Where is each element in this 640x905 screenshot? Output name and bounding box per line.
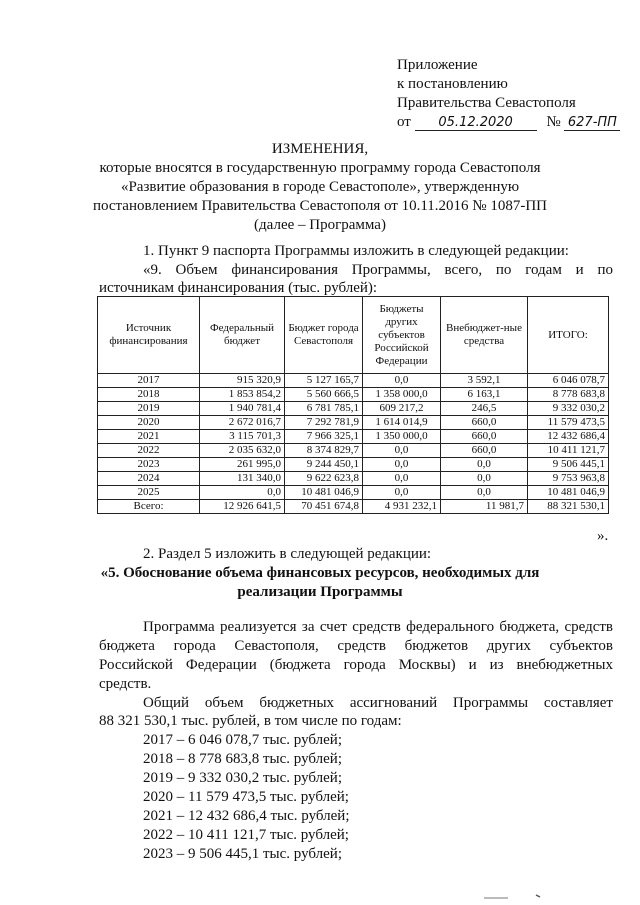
cell-value: 9 622 623,8 bbox=[285, 472, 363, 486]
cell-year: 2022 bbox=[98, 444, 200, 458]
cell-value: 0,0 bbox=[363, 458, 441, 472]
number-handwritten: 627-ПП bbox=[564, 115, 620, 131]
cell-value: 7 292 781,9 bbox=[285, 416, 363, 430]
cell-value: 915 320,9 bbox=[200, 374, 285, 388]
appendix-line-2: к постановлению bbox=[397, 76, 508, 92]
body-p1-line-2: бюджета города Севастополя, средств бюджетов других субъектов bbox=[99, 638, 613, 654]
table-row bbox=[98, 388, 609, 402]
cell-total: 10 411 121,7 bbox=[528, 444, 609, 458]
appendix-line-3: Правительства Севастополя bbox=[397, 95, 576, 111]
list-item: 2018 – 8 778 683,8 тыс. рублей; bbox=[143, 751, 342, 767]
header-city: Бюджет города Севастополя bbox=[285, 297, 363, 374]
item2-line-1: 2. Раздел 5 изложить в следующей редакции: bbox=[143, 546, 432, 562]
cell-value: 5 560 666,5 bbox=[285, 388, 363, 402]
item1-line-3: источникам финансирования (тыс. рублей): bbox=[99, 280, 378, 296]
appendix-line-1: Приложение bbox=[397, 57, 478, 73]
list-item: 2020 – 11 579 473,5 тыс. рублей; bbox=[143, 789, 349, 805]
header-other-regions: Бюджеты других субъектов Российской Федерации bbox=[363, 297, 441, 374]
cell-value: 11 981,7 bbox=[441, 500, 528, 514]
table-row bbox=[98, 402, 609, 416]
table-row bbox=[98, 458, 609, 472]
cell-year: 2018 bbox=[98, 388, 200, 402]
cell-value: 3 592,1 bbox=[441, 374, 528, 388]
cell-value: 2 035 632,0 bbox=[200, 444, 285, 458]
appendix-block bbox=[397, 56, 620, 132]
section5-heading-line-2: реализации Программы bbox=[237, 584, 403, 600]
cell-value: 246,5 bbox=[441, 402, 528, 416]
header-source: Источник финансирования bbox=[98, 297, 200, 374]
cell-value: 5 127 165,7 bbox=[285, 374, 363, 388]
cell-total: 10 481 046,9 bbox=[528, 486, 609, 500]
cell-total: 88 321 530,1 bbox=[528, 500, 609, 514]
title-line-3: постановлением Правительства Севастополя от 10.11.2016 № 1087-ПП bbox=[93, 198, 547, 214]
item1-line-2: «9. Объем финансирования Программы, всего, по годам и по bbox=[143, 262, 613, 278]
cell-total-label: Всего: bbox=[98, 500, 200, 514]
title-line-2: «Развитие образования в городе Севастополе», утвержденную bbox=[120, 179, 520, 195]
list-item: 2019 – 9 332 030,2 тыс. рублей; bbox=[143, 770, 342, 786]
cell-value: 7 966 325,1 bbox=[285, 430, 363, 444]
body-p2-line-1: Общий объем бюджетных ассигнований Программы составляет bbox=[143, 695, 613, 711]
cell-total: 6 046 078,7 bbox=[528, 374, 609, 388]
cell-value: 10 481 046,9 bbox=[285, 486, 363, 500]
cell-value: 0,0 bbox=[200, 486, 285, 500]
cell-value: 660,0 bbox=[441, 416, 528, 430]
cell-year: 2020 bbox=[98, 416, 200, 430]
cell-total: 9 753 963,8 bbox=[528, 472, 609, 486]
cell-value: 1 350 000,0 bbox=[363, 430, 441, 444]
table-row bbox=[98, 374, 609, 388]
table-closing-quote: ». bbox=[597, 528, 609, 544]
cell-value: 3 115 701,3 bbox=[200, 430, 285, 444]
table-row bbox=[98, 416, 609, 430]
cell-value: 1 614 014,9 bbox=[363, 416, 441, 430]
table-header-row bbox=[98, 297, 609, 374]
cell-value: 1 940 781,4 bbox=[200, 402, 285, 416]
appendix-date-line bbox=[397, 113, 620, 132]
cell-total: 12 432 686,4 bbox=[528, 430, 609, 444]
list-item: 2023 – 9 506 445,1 тыс. рублей; bbox=[143, 846, 342, 862]
cell-value: 660,0 bbox=[441, 430, 528, 444]
list-item: 2022 – 10 411 121,7 тыс. рублей; bbox=[143, 827, 349, 843]
header-total: ИТОГО: bbox=[528, 297, 609, 374]
cell-value: 0,0 bbox=[441, 472, 528, 486]
cell-value: 0,0 bbox=[363, 486, 441, 500]
cell-year: 2023 bbox=[98, 458, 200, 472]
title-line-1: которые вносятся в государственную программу города Севастополя bbox=[99, 160, 541, 176]
section5-heading-line-1: «5. Обоснование объема финансовых ресурсов, необходимых для bbox=[100, 565, 540, 581]
table-row bbox=[98, 472, 609, 486]
cell-value: 6 163,1 bbox=[441, 388, 528, 402]
cell-value: 1 853 854,2 bbox=[200, 388, 285, 402]
cell-value: 0,0 bbox=[363, 472, 441, 486]
title-line-4: (далее – Программа) bbox=[254, 217, 386, 233]
list-item: 2021 – 12 432 686,4 тыс. рублей; bbox=[143, 808, 350, 824]
cell-total: 11 579 473,5 bbox=[528, 416, 609, 430]
date-prefix: от bbox=[397, 114, 411, 130]
body-p1-line-3: Российской Федерации (бюджета города Москвы) и из внебюджетных bbox=[99, 657, 613, 673]
cell-year: 2025 bbox=[98, 486, 200, 500]
header-federal: Федеральный бюджет bbox=[200, 297, 285, 374]
cell-value: 6 781 785,1 bbox=[285, 402, 363, 416]
cell-value: 0,0 bbox=[441, 486, 528, 500]
title-heading: ИЗМЕНЕНИЯ, bbox=[271, 141, 369, 157]
table-total-row bbox=[98, 500, 609, 514]
cell-value: 0,0 bbox=[363, 374, 441, 388]
cell-value: 4 931 232,1 bbox=[363, 500, 441, 514]
cell-total: 9 332 030,2 bbox=[528, 402, 609, 416]
cell-year: 2019 bbox=[98, 402, 200, 416]
scan-marks bbox=[480, 893, 550, 901]
cell-value: 660,0 bbox=[441, 444, 528, 458]
cell-value: 70 451 674,8 bbox=[285, 500, 363, 514]
cell-year: 2024 bbox=[98, 472, 200, 486]
item1-line-1: 1. Пункт 9 паспорта Программы изложить в следующей редакции: bbox=[143, 243, 569, 259]
table-row bbox=[98, 430, 609, 444]
cell-value: 609 217,2 bbox=[363, 402, 441, 416]
body-p2-line-2: 88 321 530,1 тыс. рублей, в том числе по годам: bbox=[99, 713, 402, 729]
financing-table bbox=[97, 296, 609, 514]
cell-value: 0,0 bbox=[441, 458, 528, 472]
cell-value: 12 926 641,5 bbox=[200, 500, 285, 514]
cell-value: 8 374 829,7 bbox=[285, 444, 363, 458]
cell-value: 131 340,0 bbox=[200, 472, 285, 486]
table-row bbox=[98, 444, 609, 458]
cell-year: 2021 bbox=[98, 430, 200, 444]
cell-total: 8 778 683,8 bbox=[528, 388, 609, 402]
table-row bbox=[98, 486, 609, 500]
cell-value: 1 358 000,0 bbox=[363, 388, 441, 402]
cell-value: 0,0 bbox=[363, 444, 441, 458]
list-item: 2017 – 6 046 078,7 тыс. рублей; bbox=[143, 732, 342, 748]
cell-value: 9 244 450,1 bbox=[285, 458, 363, 472]
cell-value: 2 672 016,7 bbox=[200, 416, 285, 430]
date-handwritten: 05.12.2020 bbox=[415, 115, 537, 131]
years-list bbox=[143, 731, 350, 864]
cell-total: 9 506 445,1 bbox=[528, 458, 609, 472]
document-title bbox=[0, 140, 640, 235]
header-extrabudget: Внебюджет-ные средства bbox=[441, 297, 528, 374]
cell-value: 261 995,0 bbox=[200, 458, 285, 472]
body-p1-line-1: Программа реализуется за счет средств федерального бюджета, средств bbox=[143, 619, 613, 635]
number-prefix: № bbox=[546, 114, 561, 130]
body-p1-line-4: средств. bbox=[99, 676, 152, 692]
cell-year: 2017 bbox=[98, 374, 200, 388]
